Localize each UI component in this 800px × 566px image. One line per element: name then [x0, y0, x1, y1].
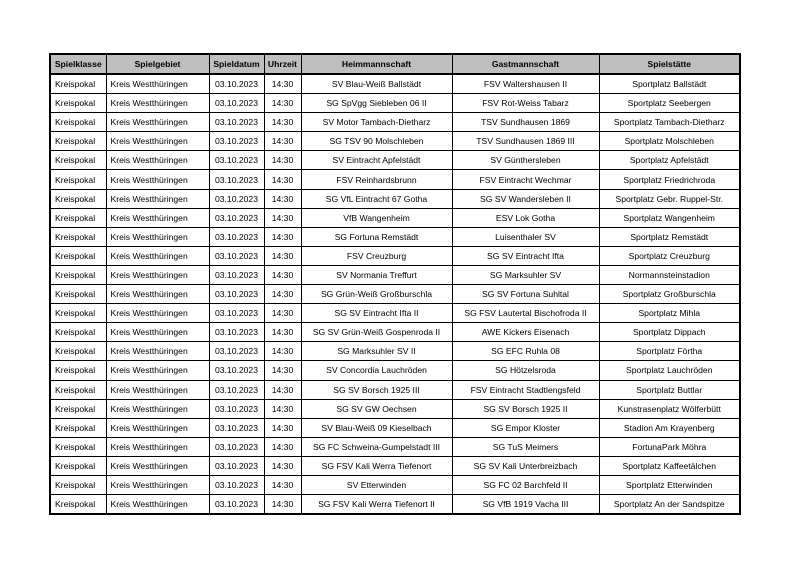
- cell-uhrzeit: 14:30: [264, 189, 301, 208]
- cell-spielgebiet: Kreis Westthüringen: [106, 399, 209, 418]
- cell-gastmannschaft: SG SV Wandersleben II: [452, 189, 599, 208]
- cell-spielgebiet: Kreis Westthüringen: [106, 113, 209, 132]
- cell-gastmannschaft: SV Günthersleben: [452, 151, 599, 170]
- cell-uhrzeit: 14:30: [264, 208, 301, 227]
- table-row: [50, 132, 740, 151]
- cell-heimmannschaft: SG TSV 90 Molschleben: [301, 132, 452, 151]
- cell-spielgebiet: Kreis Westthüringen: [106, 495, 209, 515]
- table-row: [50, 189, 740, 208]
- cell-heimmannschaft: FSV Creuzburg: [301, 246, 452, 265]
- cell-gastmannschaft: TSV Sundhausen 1869 III: [452, 132, 599, 151]
- cell-heimmannschaft: SV Etterwinden: [301, 475, 452, 494]
- cell-spielklasse: Kreispokal: [50, 342, 106, 361]
- cell-spielklasse: Kreispokal: [50, 265, 106, 284]
- cell-gastmannschaft: SG Hötzelsroda: [452, 361, 599, 380]
- cell-spielklasse: Kreispokal: [50, 285, 106, 304]
- cell-spielklasse: Kreispokal: [50, 361, 106, 380]
- cell-heimmannschaft: SV Blau-Weiß Ballstädt: [301, 74, 452, 94]
- cell-spielklasse: Kreispokal: [50, 208, 106, 227]
- cell-gastmannschaft: SG SV Eintracht Ifta: [452, 246, 599, 265]
- cell-spielstaette: Sportplatz Kaffeetälchen: [599, 456, 740, 475]
- cell-gastmannschaft: SG SV Fortuna Suhltal: [452, 285, 599, 304]
- cell-uhrzeit: 14:30: [264, 132, 301, 151]
- cell-spielgebiet: Kreis Westthüringen: [106, 265, 209, 284]
- cell-gastmannschaft: ESV Lok Gotha: [452, 208, 599, 227]
- table-row: [50, 285, 740, 304]
- cell-heimmannschaft: SG FSV Kali Werra Tiefenort: [301, 456, 452, 475]
- cell-spieldatum: 03.10.2023: [209, 208, 264, 227]
- cell-heimmannschaft: SV Normania Treffurt: [301, 265, 452, 284]
- cell-uhrzeit: 14:30: [264, 437, 301, 456]
- cell-spieldatum: 03.10.2023: [209, 495, 264, 515]
- cell-spielgebiet: Kreis Westthüringen: [106, 304, 209, 323]
- cell-gastmannschaft: Luisenthaler SV: [452, 227, 599, 246]
- cell-spieldatum: 03.10.2023: [209, 361, 264, 380]
- cell-spielklasse: Kreispokal: [50, 304, 106, 323]
- cell-spielstaette: FortunaPark Möhra: [599, 437, 740, 456]
- cell-heimmannschaft: SG Marksuhler SV II: [301, 342, 452, 361]
- table-row: [50, 304, 740, 323]
- cell-heimmannschaft: FSV Reinhardsbrunn: [301, 170, 452, 189]
- table-row: [50, 475, 740, 494]
- table-row: [50, 151, 740, 170]
- cell-spieldatum: 03.10.2023: [209, 418, 264, 437]
- cell-uhrzeit: 14:30: [264, 74, 301, 94]
- cell-spielgebiet: Kreis Westthüringen: [106, 342, 209, 361]
- cell-uhrzeit: 14:30: [264, 380, 301, 399]
- column-header: Spielgebiet: [106, 54, 209, 74]
- table-row: [50, 361, 740, 380]
- cell-spielklasse: Kreispokal: [50, 170, 106, 189]
- cell-spielklasse: Kreispokal: [50, 227, 106, 246]
- cell-spielklasse: Kreispokal: [50, 94, 106, 113]
- cell-gastmannschaft: SG SV Borsch 1925 II: [452, 399, 599, 418]
- cell-spieldatum: 03.10.2023: [209, 189, 264, 208]
- cell-spielklasse: Kreispokal: [50, 437, 106, 456]
- cell-spielgebiet: Kreis Westthüringen: [106, 323, 209, 342]
- cell-spieldatum: 03.10.2023: [209, 285, 264, 304]
- cell-spielklasse: Kreispokal: [50, 495, 106, 515]
- cell-uhrzeit: 14:30: [264, 151, 301, 170]
- cell-spielklasse: Kreispokal: [50, 132, 106, 151]
- cell-spielgebiet: Kreis Westthüringen: [106, 227, 209, 246]
- cell-gastmannschaft: TSV Sundhausen 1869: [452, 113, 599, 132]
- cell-spielstaette: Sportplatz Dippach: [599, 323, 740, 342]
- cell-uhrzeit: 14:30: [264, 456, 301, 475]
- cell-gastmannschaft: FSV Eintracht Stadtlengsfeld: [452, 380, 599, 399]
- table-row: [50, 170, 740, 189]
- cell-spielgebiet: Kreis Westthüringen: [106, 380, 209, 399]
- cell-spielklasse: Kreispokal: [50, 151, 106, 170]
- cell-uhrzeit: 14:30: [264, 475, 301, 494]
- cell-spielklasse: Kreispokal: [50, 399, 106, 418]
- cell-spieldatum: 03.10.2023: [209, 304, 264, 323]
- table-row: [50, 380, 740, 399]
- cell-spielgebiet: Kreis Westthüringen: [106, 132, 209, 151]
- table-row: [50, 74, 740, 94]
- cell-heimmannschaft: SG SV GW Oechsen: [301, 399, 452, 418]
- cell-spielklasse: Kreispokal: [50, 113, 106, 132]
- cell-spielklasse: Kreispokal: [50, 189, 106, 208]
- cell-heimmannschaft: SG FC Schweina-Gumpelstadt III: [301, 437, 452, 456]
- cell-heimmannschaft: SG SV Grün-Weiß Gospenroda II: [301, 323, 452, 342]
- cell-spieldatum: 03.10.2023: [209, 74, 264, 94]
- cell-heimmannschaft: SG SV Borsch 1925 III: [301, 380, 452, 399]
- cell-heimmannschaft: SV Eintracht Apfelstädt: [301, 151, 452, 170]
- cell-spielgebiet: Kreis Westthüringen: [106, 361, 209, 380]
- cell-spielstaette: Sportplatz Buttlar: [599, 380, 740, 399]
- cell-spielgebiet: Kreis Westthüringen: [106, 151, 209, 170]
- cell-gastmannschaft: SG TuS Meimers: [452, 437, 599, 456]
- cell-spielgebiet: Kreis Westthüringen: [106, 456, 209, 475]
- table-row: [50, 208, 740, 227]
- cell-spielstaette: Sportplatz Etterwinden: [599, 475, 740, 494]
- column-header: Spieldatum: [209, 54, 264, 74]
- table-row: [50, 495, 740, 515]
- cell-spieldatum: 03.10.2023: [209, 151, 264, 170]
- cell-spielgebiet: Kreis Westthüringen: [106, 246, 209, 265]
- cell-spieldatum: 03.10.2023: [209, 170, 264, 189]
- cell-spielstaette: Kunstrasenplatz Wölferbütt: [599, 399, 740, 418]
- cell-gastmannschaft: SG VfB 1919 Vacha III: [452, 495, 599, 515]
- cell-spielgebiet: Kreis Westthüringen: [106, 437, 209, 456]
- table-row: [50, 418, 740, 437]
- table-row: [50, 265, 740, 284]
- cell-gastmannschaft: SG Marksuhler SV: [452, 265, 599, 284]
- cell-spielstaette: Stadion Am Krayenberg: [599, 418, 740, 437]
- cell-spielklasse: Kreispokal: [50, 475, 106, 494]
- cell-spielstaette: Sportplatz Wangenheim: [599, 208, 740, 227]
- table-body: [50, 74, 740, 514]
- table-row: [50, 227, 740, 246]
- table-row: [50, 94, 740, 113]
- cell-heimmannschaft: SG SV Eintracht Ifta II: [301, 304, 452, 323]
- header-row: [50, 54, 740, 74]
- cell-uhrzeit: 14:30: [264, 399, 301, 418]
- cell-spieldatum: 03.10.2023: [209, 113, 264, 132]
- cell-spielstaette: Sportplatz Großburschla: [599, 285, 740, 304]
- cell-gastmannschaft: SG EFC Ruhla 08: [452, 342, 599, 361]
- cell-heimmannschaft: VfB Wangenheim: [301, 208, 452, 227]
- cell-heimmannschaft: SV Concordia Lauchröden: [301, 361, 452, 380]
- cell-heimmannschaft: SV Blau-Weiß 09 Kieselbach: [301, 418, 452, 437]
- cell-uhrzeit: 14:30: [264, 495, 301, 515]
- cell-heimmannschaft: SG SpVgg Siebleben 06 II: [301, 94, 452, 113]
- cell-uhrzeit: 14:30: [264, 113, 301, 132]
- cell-spielstaette: Sportplatz An der Sandspitze: [599, 495, 740, 515]
- cell-gastmannschaft: AWE Kickers Eisenach: [452, 323, 599, 342]
- cell-spieldatum: 03.10.2023: [209, 132, 264, 151]
- cell-gastmannschaft: FSV Rot-Weiss Tabarz: [452, 94, 599, 113]
- cell-spielstaette: Sportplatz Creuzburg: [599, 246, 740, 265]
- cell-uhrzeit: 14:30: [264, 94, 301, 113]
- cell-spieldatum: 03.10.2023: [209, 456, 264, 475]
- cell-spieldatum: 03.10.2023: [209, 94, 264, 113]
- cell-spieldatum: 03.10.2023: [209, 323, 264, 342]
- cell-uhrzeit: 14:30: [264, 265, 301, 284]
- cell-uhrzeit: 14:30: [264, 285, 301, 304]
- table-row: [50, 323, 740, 342]
- cell-uhrzeit: 14:30: [264, 246, 301, 265]
- cell-gastmannschaft: SG FSV Lautertal Bischofroda II: [452, 304, 599, 323]
- cell-spielgebiet: Kreis Westthüringen: [106, 475, 209, 494]
- cell-spielgebiet: Kreis Westthüringen: [106, 74, 209, 94]
- cell-spieldatum: 03.10.2023: [209, 227, 264, 246]
- cell-spielklasse: Kreispokal: [50, 323, 106, 342]
- cell-spielstaette: Sportplatz Gebr. Ruppel-Str.: [599, 189, 740, 208]
- cell-gastmannschaft: SG FC 02 Barchfeld II: [452, 475, 599, 494]
- cell-uhrzeit: 14:30: [264, 418, 301, 437]
- cell-spielstaette: Sportplatz Förtha: [599, 342, 740, 361]
- fixtures-table: [49, 53, 741, 515]
- cell-spielklasse: Kreispokal: [50, 456, 106, 475]
- cell-spielstaette: Sportplatz Friedrichroda: [599, 170, 740, 189]
- cell-gastmannschaft: FSV Eintracht Wechmar: [452, 170, 599, 189]
- cell-spielstaette: Sportplatz Seebergen: [599, 94, 740, 113]
- cell-spieldatum: 03.10.2023: [209, 399, 264, 418]
- cell-spielgebiet: Kreis Westthüringen: [106, 418, 209, 437]
- table-row: [50, 113, 740, 132]
- cell-gastmannschaft: SG SV Kali Unterbreizbach: [452, 456, 599, 475]
- column-header: Uhrzeit: [264, 54, 301, 74]
- cell-heimmannschaft: SV Motor Tambach-Dietharz: [301, 113, 452, 132]
- cell-spielstaette: Sportplatz Mihla: [599, 304, 740, 323]
- cell-heimmannschaft: SG VfL Eintracht 67 Gotha: [301, 189, 452, 208]
- cell-uhrzeit: 14:30: [264, 323, 301, 342]
- column-header: Gastmannschaft: [452, 54, 599, 74]
- cell-spielstaette: Sportplatz Apfelstädt: [599, 151, 740, 170]
- cell-heimmannschaft: SG Grün-Weiß Großburschla: [301, 285, 452, 304]
- cell-spielklasse: Kreispokal: [50, 418, 106, 437]
- table-row: [50, 342, 740, 361]
- cell-gastmannschaft: FSV Waltershausen II: [452, 74, 599, 94]
- cell-spielstaette: Sportplatz Remstädt: [599, 227, 740, 246]
- cell-uhrzeit: 14:30: [264, 342, 301, 361]
- cell-spielstaette: Sportplatz Tambach-Dietharz: [599, 113, 740, 132]
- cell-spielstaette: Sportplatz Molschleben: [599, 132, 740, 151]
- cell-spieldatum: 03.10.2023: [209, 265, 264, 284]
- table-row: [50, 437, 740, 456]
- cell-spielstaette: Normannsteinstadion: [599, 265, 740, 284]
- cell-spielgebiet: Kreis Westthüringen: [106, 94, 209, 113]
- column-header: Spielstätte: [599, 54, 740, 74]
- cell-spielgebiet: Kreis Westthüringen: [106, 170, 209, 189]
- table-row: [50, 246, 740, 265]
- cell-uhrzeit: 14:30: [264, 227, 301, 246]
- table-row: [50, 399, 740, 418]
- cell-spielgebiet: Kreis Westthüringen: [106, 285, 209, 304]
- cell-spieldatum: 03.10.2023: [209, 246, 264, 265]
- cell-spieldatum: 03.10.2023: [209, 437, 264, 456]
- cell-spielgebiet: Kreis Westthüringen: [106, 208, 209, 227]
- column-header: Spielklasse: [50, 54, 106, 74]
- column-header: Heimmannschaft: [301, 54, 452, 74]
- cell-spielstaette: Sportplatz Lauchröden: [599, 361, 740, 380]
- cell-gastmannschaft: SG Empor Kloster: [452, 418, 599, 437]
- cell-spielklasse: Kreispokal: [50, 246, 106, 265]
- cell-spielklasse: Kreispokal: [50, 74, 106, 94]
- cell-spieldatum: 03.10.2023: [209, 475, 264, 494]
- cell-heimmannschaft: SG FSV Kali Werra Tiefenort II: [301, 495, 452, 515]
- cell-uhrzeit: 14:30: [264, 361, 301, 380]
- cell-spielklasse: Kreispokal: [50, 380, 106, 399]
- cell-heimmannschaft: SG Fortuna Remstädt: [301, 227, 452, 246]
- cell-uhrzeit: 14:30: [264, 170, 301, 189]
- cell-uhrzeit: 14:30: [264, 304, 301, 323]
- table-row: [50, 456, 740, 475]
- cell-spieldatum: 03.10.2023: [209, 342, 264, 361]
- cell-spielstaette: Sportplatz Ballstädt: [599, 74, 740, 94]
- cell-spielgebiet: Kreis Westthüringen: [106, 189, 209, 208]
- cell-spieldatum: 03.10.2023: [209, 380, 264, 399]
